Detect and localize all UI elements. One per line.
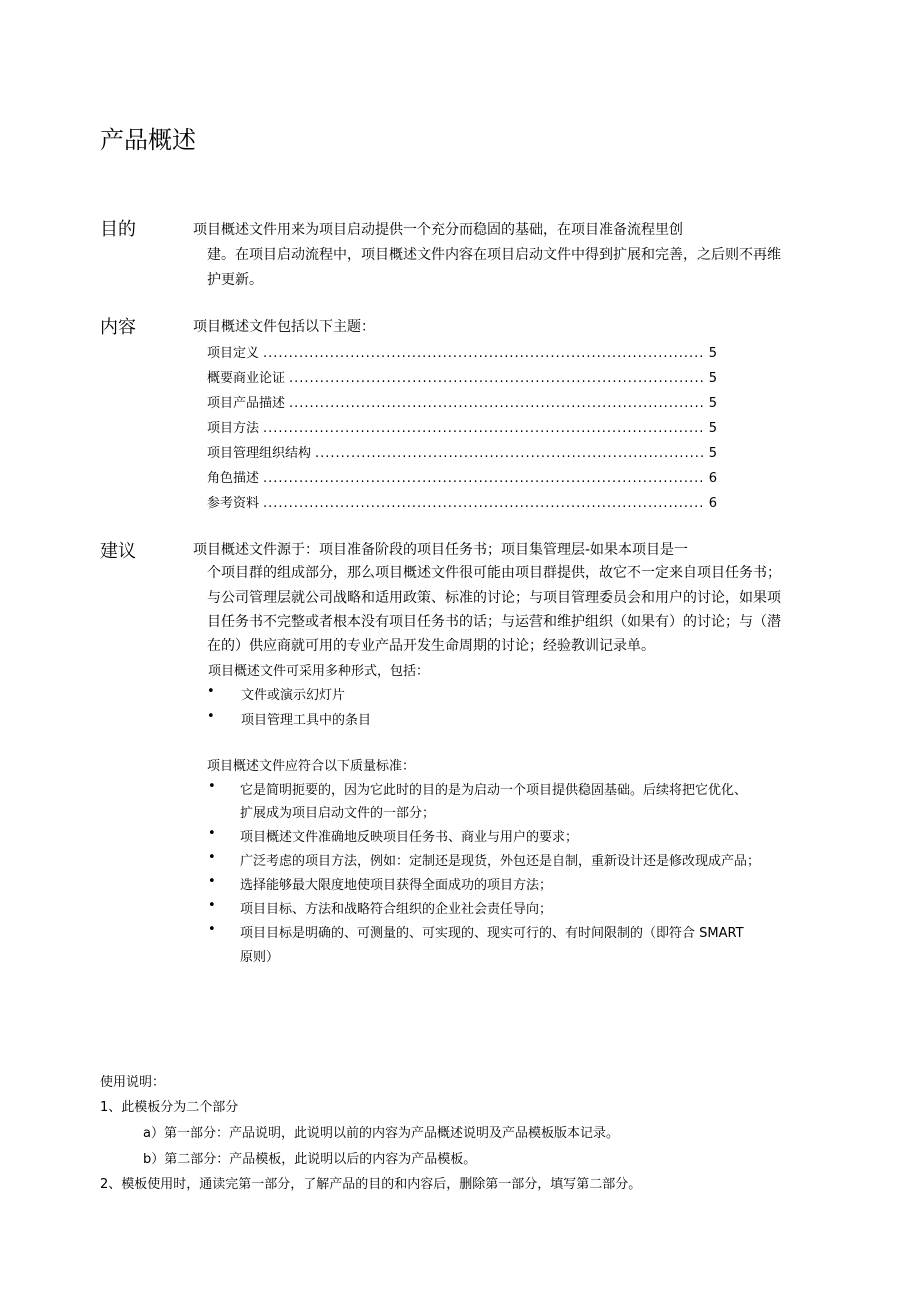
toc-entry-title: 参考资料 [207, 496, 260, 511]
advice-line-5: 在的）供应商就可用的专业产品开发生命周期的讨论；经验教训记录单。 [207, 638, 655, 654]
toc-entry-title: 概要商业论证 [207, 371, 286, 386]
toc-entry-page: 5 [708, 371, 717, 386]
quality-item: 项目目标是明确的、可测量的、可实现的、现实可行的、有时间限制的（即符合 SMART [240, 926, 744, 941]
bullet-icon: • [208, 922, 216, 937]
toc-leader [263, 421, 705, 436]
advice-label: 建议 [100, 541, 136, 562]
advice-line-1: 项目概述文件源于：项目准备阶段的项目任务书；项目集管理层-如果本项目是一 [193, 542, 689, 558]
usage-item-1: 1、此模板分为二个部分 [100, 1100, 239, 1115]
usage-item-1b: b）第二部分：产品模板，此说明以后的内容为产品模板。 [143, 1152, 477, 1167]
quality-item: 广泛考虑的项目方法，例如：定制还是现货，外包还是自制，重新设计还是修改现成产品； [240, 854, 761, 869]
bullet-icon: • [208, 874, 216, 889]
toc-entry-page: 5 [708, 421, 717, 436]
advice-line-3: 与公司管理层就公司战略和适用政策、标准的讨论；与项目管理委员会和用户的讨论，如果项 [207, 590, 781, 606]
toc-entry-title: 项目定义 [207, 346, 260, 361]
quality-item: 项目概述文件准确地反映项目任务书、商业与用户的要求； [240, 830, 579, 845]
quality-item: 选择能够最大限度地使项目获得全面成功的项目方法； [240, 878, 553, 893]
toc-entry[interactable] [207, 392, 717, 412]
toc-leader [263, 346, 705, 361]
bullet-icon: • [207, 709, 215, 724]
form-item: 项目管理工具中的条目 [241, 713, 372, 728]
toc-entry[interactable] [207, 442, 717, 462]
purpose-label: 目的 [100, 219, 136, 240]
bullet-icon: • [208, 898, 216, 913]
bullet-icon: • [208, 779, 216, 794]
content-intro: 项目概述文件包括以下主题： [193, 319, 375, 335]
page-title: 产品概述 [100, 126, 196, 154]
bullet-icon: • [208, 826, 216, 841]
toc-entry-title: 角色描述 [207, 471, 260, 486]
bullet-icon: • [208, 850, 216, 865]
advice-line-4: 目任务书不完整或者根本没有项目任务书的话；与运营和维护组织（如果有）的讨论；与（潜 [207, 614, 781, 630]
toc-leader [263, 471, 705, 486]
toc-entry-page: 6 [708, 496, 717, 511]
toc-entry-page: 5 [708, 346, 717, 361]
usage-item-1a: a）第一部分：产品说明，此说明以前的内容为产品概述说明及产品模板版本记录。 [143, 1126, 619, 1141]
quality-item: 项目目标、方法和战略符合组织的企业社会责任导向； [240, 902, 553, 917]
toc-entry[interactable] [207, 342, 717, 362]
purpose-line-2: 建。在项目启动流程中，项目概述文件内容在项目启动文件中得到扩展和完善，之后则不再维 [207, 247, 781, 263]
toc-entry-title: 项目管理组织结构 [207, 446, 312, 461]
toc-leader [263, 496, 705, 511]
forms-intro: 项目概述文件可采用多种形式，包括： [208, 664, 430, 679]
bullet-icon: • [207, 684, 215, 699]
toc-entry-title: 项目方法 [207, 421, 260, 436]
purpose-line-1: 项目概述文件用来为项目启动提供一个充分而稳固的基础，在项目准备流程里创 [193, 222, 683, 238]
toc-entry-page: 5 [708, 446, 717, 461]
toc-entry[interactable] [207, 492, 717, 512]
quality-item-cont: 原则） [240, 950, 280, 965]
usage-item-2: 2、模板使用时，通读完第一部分，了解产品的目的和内容后，删除第一部分，填写第二部分。 [100, 1177, 642, 1192]
form-item: 文件或演示幻灯片 [241, 688, 346, 703]
quality-item: 它是简明扼要的，因为它此时的目的是为启动一个项目提供稳固基础。后续将把它优化、 [240, 783, 748, 798]
toc-entry[interactable] [207, 417, 717, 437]
toc-leader [289, 371, 705, 386]
toc-leader [289, 396, 705, 411]
toc-entry-page: 6 [708, 471, 717, 486]
purpose-line-3: 护更新。 [207, 272, 263, 288]
toc-leader [315, 446, 705, 461]
toc-entry-title: 项目产品描述 [207, 396, 286, 411]
toc-entry-page: 5 [708, 396, 717, 411]
quality-item-cont: 扩展成为项目启动文件的一部分； [240, 806, 436, 821]
toc-entry[interactable] [207, 367, 717, 387]
content-label: 内容 [100, 317, 136, 338]
quality-intro: 项目概述文件应符合以下质量标准： [207, 759, 416, 774]
advice-line-2: 个项目群的组成部分，那么项目概述文件很可能由项目群提供，故它不一定来自项目任务书； [207, 565, 781, 581]
toc-entry[interactable] [207, 467, 717, 487]
usage-heading: 使用说明： [100, 1075, 166, 1090]
